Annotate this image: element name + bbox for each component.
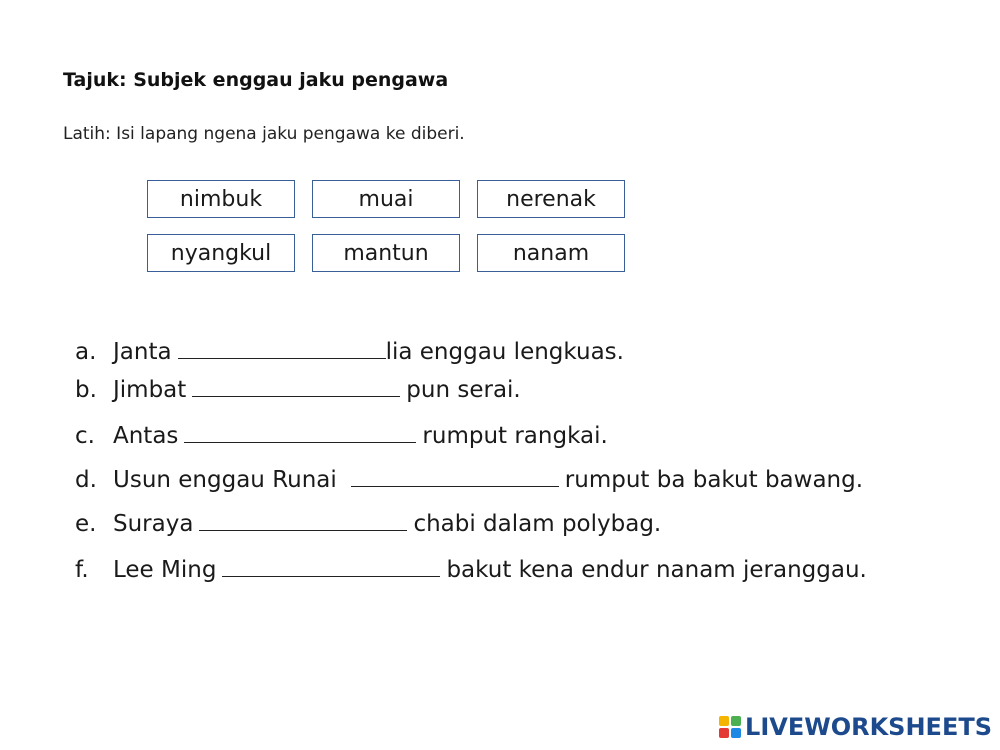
question-text-after: rumput rangkai. [422,423,608,449]
word-box-nerenak[interactable]: nerenak [477,180,625,218]
word-box-nyangkul[interactable]: nyangkul [147,234,295,272]
logo-square-yellow [719,716,729,726]
answer-blank-b[interactable] [192,374,400,397]
answer-blank-c[interactable] [184,420,416,443]
liveworksheets-logo[interactable] [719,712,992,742]
question-letter: d. [75,467,97,493]
question-text-after: bakut kena endur nanam jeranggau. [446,557,867,583]
question-letter: a. [75,339,97,365]
worksheet-instruction: Latih: Isi lapang ngena jaku pengawa ke diberi. [63,124,465,144]
question-text-before: Antas [113,423,179,449]
question-letter: e. [75,511,97,537]
answer-blank-d[interactable] [351,464,559,487]
question-row-d [75,464,863,496]
question-row-c [75,420,608,452]
logo-square-blue [731,728,741,738]
answer-blank-e[interactable] [199,508,407,531]
word-box-nanam[interactable]: nanam [477,234,625,272]
answer-blank-f[interactable] [222,554,440,577]
question-text-before: Janta [113,339,172,365]
question-letter: c. [75,423,95,449]
question-row-f [75,554,867,586]
word-box-mantun[interactable]: mantun [312,234,460,272]
word-box-nimbuk[interactable]: nimbuk [147,180,295,218]
answer-blank-a[interactable] [178,336,386,359]
question-row-b [75,374,521,406]
question-text-before: Lee Ming [113,557,217,583]
question-row-e [75,508,661,540]
question-text-after: rumput ba bakut bawang. [564,467,864,493]
liveworksheets-logo-icon [719,716,741,738]
question-text-after: pun serai. [406,377,521,403]
question-text-after: lia enggau lengkuas. [385,339,624,365]
question-letter: b. [75,377,97,403]
question-letter: f. [75,557,89,583]
question-row-a [75,336,624,368]
logo-square-green [731,716,741,726]
question-text-before: Jimbat [113,377,187,403]
question-text-after: chabi dalam polybag. [413,511,662,537]
question-text-before: Usun enggau Runai [113,467,337,493]
logo-square-red [719,728,729,738]
question-text-before: Suraya [113,511,194,537]
logo-text: LIVEWORKSHEETS [745,713,992,741]
word-box-muai[interactable]: muai [312,180,460,218]
worksheet-title: Tajuk: Subjek enggau jaku pengawa [63,69,449,91]
